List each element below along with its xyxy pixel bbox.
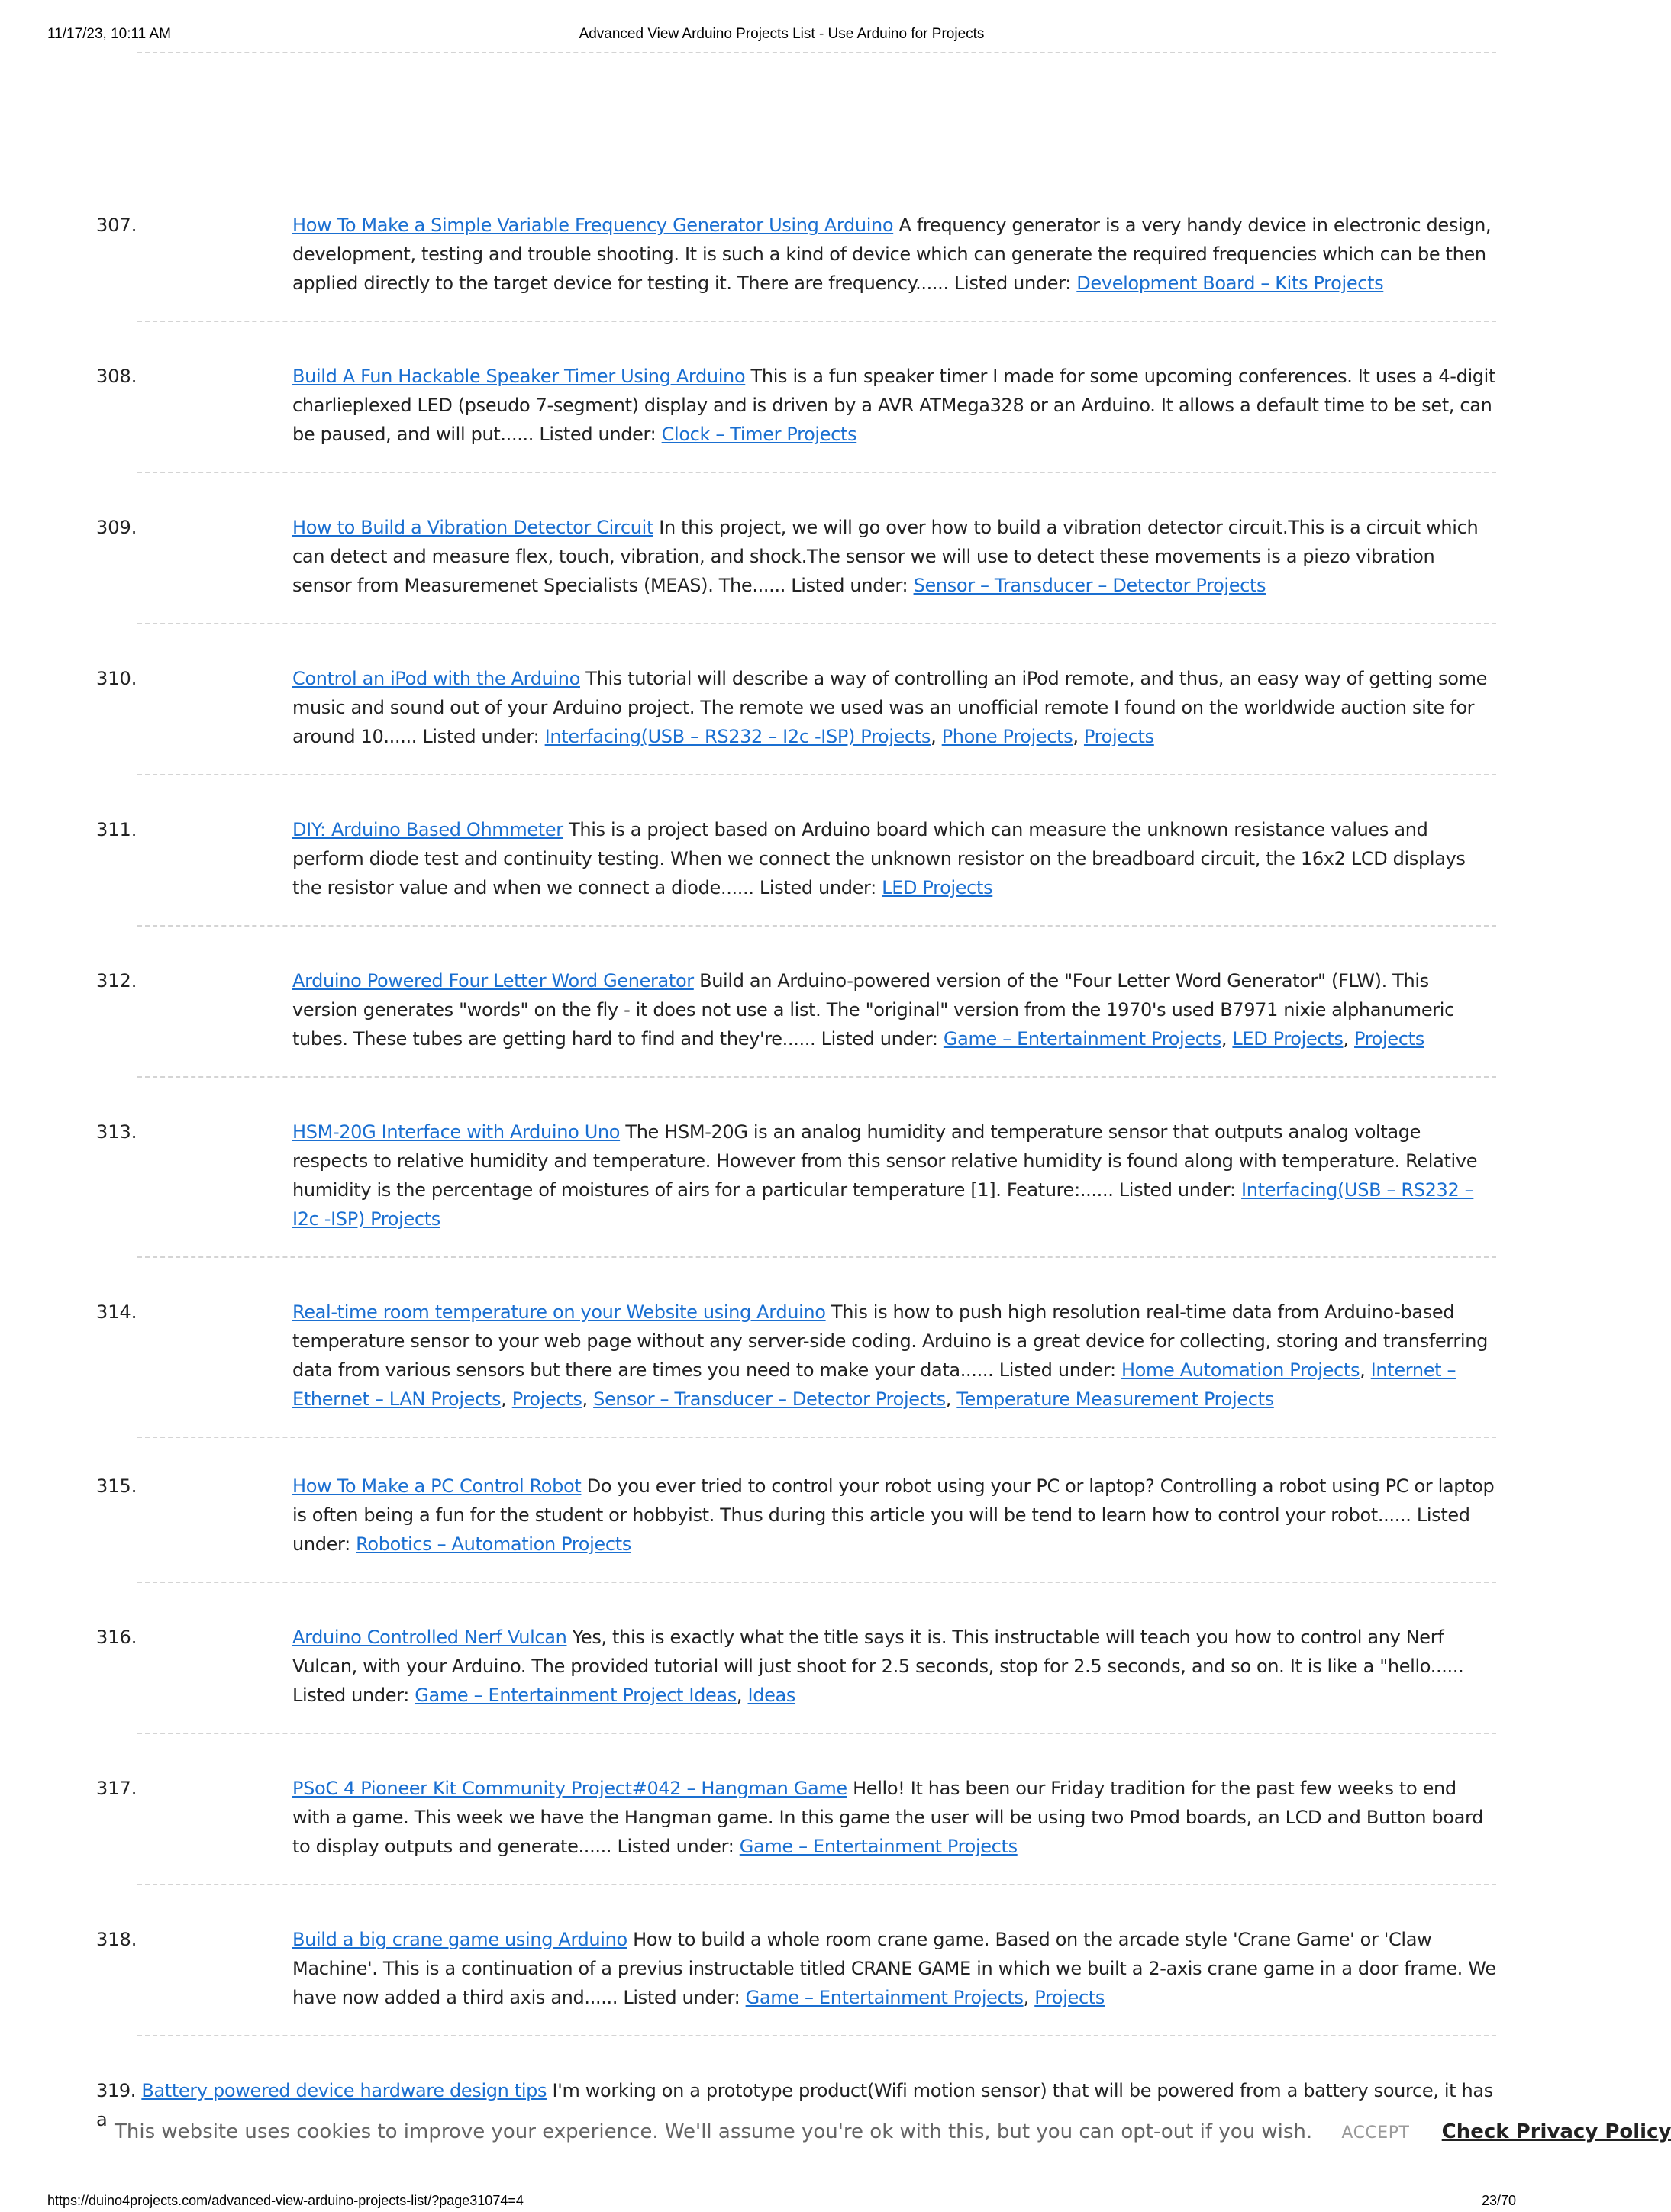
project-title-link[interactable]: How to Build a Vibration Detector Circuit [292, 517, 653, 538]
item-number: 309. [96, 517, 137, 538]
project-title-link[interactable]: How To Make a PC Control Robot [292, 1475, 582, 1497]
category-link[interactable]: Game – Entertainment Project Ideas [415, 1685, 737, 1706]
project-list [0, 194, 1563, 2157]
list-item [0, 1281, 1563, 1438]
project-description: A frequency generator is a very handy device in electronic design, development, testing and trouble shooting. It is such a kind of device which can generate the required frequencies which can be then applied directly to the target device for testing it. There are frequency...... Listed under: [292, 214, 1492, 294]
list-item [0, 798, 1563, 927]
print-page-title: Advanced View Arduino Projects List - Use Arduino for Projects [579, 26, 985, 42]
project-description: The HSM-20G is an analog humidity and temperature sensor that outputs analog voltage respects to relative humidity and temperature. However from this sensor relative humidity is found along with temperature. Relative humidity is the percentage of moistures of airs for a particular temperature [1]. Feature:...... Listed under: [292, 1121, 1478, 1201]
print-page-number: 23/70 [1481, 2193, 1516, 2208]
item-body: Arduino Powered Four Letter Word Generator Build an Arduino-powered version of the "Four Letter Word Generator" (FLW). This version generates "words" on the fly - it does not use a list. The "original" version from the 1970's used B7971 nixie alphanumeric tubes. These tubes are getting hard to find and they're...... Listed under: Game – Entertainment Projects, LED Projects, Projects [292, 970, 1454, 1050]
project-description: How to build a whole room crane game. Based on the arcade style 'Crane Game' or 'Claw Machine'. This is a continuation of a previus instructable titled CRANE GAME in which we built a 2-axis crane game in a door frame. We have now added a third axis and...... Listed under: [292, 1929, 1496, 2008]
category-link[interactable]: Sensor – Transducer – Detector Projects [593, 1388, 946, 1410]
item-number: 317. [96, 1778, 137, 1799]
list-item [0, 647, 1563, 775]
project-description: Yes, this is exactly what the title says it is. This instructable will teach you how to control any Nerf Vulcan, with your Arduino. The provided tutorial will just shoot for 2.5 seconds, stop for 2.5 seconds, and so on. It is like a "hello...... Listed under: [292, 1627, 1464, 1706]
project-title-link[interactable]: HSM-20G Interface with Arduino Uno [292, 1121, 621, 1143]
item-body [292, 513, 1496, 600]
entry-divider [137, 774, 1496, 775]
project-title-link[interactable]: PSoC 4 Pioneer Kit Community Project#042 – Hangman Game [292, 1778, 847, 1799]
item-body [292, 1117, 1496, 1233]
cookie-bar [115, 2120, 1671, 2143]
category-link[interactable]: Projects [1034, 1987, 1105, 2008]
item-number: 314. [96, 1301, 137, 1323]
top-divider [137, 52, 1496, 53]
project-title-link[interactable]: Control an iPod with the Arduino [292, 668, 580, 689]
entry-divider [137, 1076, 1496, 1078]
project-description: In this project, we will go over how to build a vibration detector circuit.This is a circuit which can detect and measure flex, touch, vibration, and shock.The sensor we will use to detect these movements is a piezo vibration sensor from Measuremenet Specialists (MEAS). The...... Listed under: [292, 517, 1479, 596]
entry-divider [137, 1256, 1496, 1258]
entry-divider [137, 472, 1496, 473]
category-link[interactable]: Game – Entertainment Projects [943, 1028, 1221, 1050]
entry-divider [137, 623, 1496, 624]
item-body [292, 211, 1496, 298]
project-title-link[interactable]: Real-time room temperature on your Website using Arduino [292, 1301, 826, 1323]
project-title-link[interactable]: Arduino Controlled Nerf Vulcan [292, 1627, 567, 1648]
category-link[interactable]: Interfacing(USB – RS232 – I2c -ISP) Projects [292, 1179, 1474, 1230]
category-link[interactable]: Projects [511, 1388, 582, 1410]
category-link[interactable]: Game – Entertainment Projects [739, 1836, 1018, 1857]
project-title-link[interactable]: Arduino Powered Four Letter Word Generator [292, 970, 694, 992]
item-number: 313. [96, 1121, 137, 1143]
list-item [0, 1757, 1563, 1885]
category-link[interactable]: Interfacing(USB – RS232 – I2c -ISP) Projects [544, 726, 931, 747]
category-link[interactable]: Sensor – Transducer – Detector Projects [913, 575, 1266, 596]
item-body [292, 1472, 1496, 1559]
project-description: Do you ever tried to control your robot using your PC or laptop? Controlling a robot using PC or laptop is often being a fun for the student or hobbyist. Thus during this article you will be tend to learn how to control your robot...... Listed under: [292, 1475, 1495, 1555]
item-body: Real-time room temperature on your Website using Arduino This is how to push high resolution real-time data from Arduino-based temperature sensor to your web page without any server-side coding. Arduino is a great device for collecting, storing and transferring data from various sensors but there are times you need to make your data...... Listed under: Home Automation Projects, Internet – Ethernet – LAN Projects, Projects, Sensor – Transducer – Detector Projects, Temperature Measurement Projects [292, 1301, 1488, 1410]
category-link[interactable]: Clock – Timer Projects [661, 424, 857, 445]
category-link[interactable]: Internet – Ethernet – LAN Projects [292, 1359, 1456, 1410]
privacy-policy-link[interactable]: Check Privacy Policy [1441, 2120, 1671, 2143]
project-description: This is a project based on Arduino board which can measure the unknown resistance values and perform diode test and continuity testing. When we connect the unknown resistor on the breadboard circuit, the 16x2 LCD displays the resistor value and when we connect a diode...... Listed under: [292, 819, 1466, 898]
category-link[interactable]: Game – Entertainment Projects [745, 1987, 1024, 2008]
list-item [0, 1101, 1563, 1258]
category-link[interactable]: LED Projects [882, 877, 993, 898]
entry-divider [137, 1437, 1496, 1438]
list-item [0, 1908, 1563, 2036]
entry-divider [137, 1884, 1496, 1885]
item-body [292, 1774, 1496, 1861]
project-description: This is a fun speaker timer I made for some upcoming conferences. It uses a 4-digit charlieplexed LED (pseudo 7-segment) display and is driven by a AVR ATMega328 or an Arduino. It allows a default time to be set, can be paused, and will put...... Listed under: [292, 366, 1496, 445]
category-link[interactable]: Ideas [747, 1685, 796, 1706]
category-link[interactable]: Temperature Measurement Projects [956, 1388, 1274, 1410]
print-header [47, 26, 1516, 47]
entry-divider [137, 1733, 1496, 1734]
category-link[interactable]: Phone Projects [941, 726, 1073, 747]
project-title-link[interactable]: DIY: Arduino Based Ohmmeter [292, 819, 563, 840]
project-description: Build an Arduino-powered version of the "Four Letter Word Generator" (FLW). This version generates "words" on the fly - it does not use a list. The "original" version from the 1970's used B7971 nixie alphanumeric tubes. These tubes are getting hard to find and they're...... Listed under: [292, 970, 1454, 1050]
category-link[interactable]: Home Automation Projects [1121, 1359, 1360, 1381]
item-number: 310. [96, 668, 137, 689]
entry-divider [137, 1582, 1496, 1583]
item-number: 318. [96, 1929, 137, 1950]
item-body: Build a big crane game using Arduino How to build a whole room crane game. Based on the arcade style 'Crane Game' or 'Claw Machine'. This is a continuation of a previus instructable titled CRANE GAME in which we built a 2-axis crane game in a door frame. We have now added a third axis and...... Listed under: Game – Entertainment Projects, Projects [292, 1929, 1496, 2008]
list-item [0, 1606, 1563, 1734]
category-link[interactable]: Projects [1083, 726, 1154, 747]
project-title-link[interactable]: Build a big crane game using Arduino [292, 1929, 627, 1950]
project-title-link[interactable]: Battery powered device hardware design tips [141, 2080, 547, 2101]
list-item [0, 194, 1563, 322]
project-description: This tutorial will describe a way of controlling an iPod remote, and thus, an easy way of getting some music and sound out of your Arduino project. The remote we used was an unofficial remote I found on the worldwide auction site for around 10...... Listed under: [292, 668, 1488, 747]
list-item [0, 950, 1563, 1078]
cookie-message: This website uses cookies to improve your experience. We'll assume you're ok with this, but you can opt-out if you wish. [115, 2120, 1313, 2143]
item-number: 319. [96, 2080, 137, 2101]
list-item [0, 496, 1563, 624]
project-description: This is how to push high resolution real-time data from Arduino-based temperature sensor to your web page without any server-side coding. Arduino is a great device for collecting, storing and transferring data from various sensors but there are times you need to make your data...... Listed under: [292, 1301, 1488, 1381]
project-title-link[interactable]: Build A Fun Hackable Speaker Timer Using Arduino [292, 366, 746, 387]
entry-divider [137, 925, 1496, 927]
category-link[interactable]: Development Board – Kits Projects [1076, 272, 1384, 294]
item-number: 308. [96, 366, 137, 387]
accept-button[interactable]: ACCEPT [1341, 2123, 1410, 2143]
project-description: Hello! It has been our Friday tradition for the past few weeks to end with a game. This week we have the Hangman game. In this game the user will be using two Pmod boards, an LCD and Button board to display outputs and generate...... Listed under: [292, 1778, 1483, 1857]
project-description: I'm working on a prototype product(Wifi motion sensor) that will be powered from a battery source, it has a [96, 2080, 1493, 2130]
item-body: Control an iPod with the Arduino This tutorial will describe a way of controlling an iPod remote, and thus, an easy way of getting some music and sound out of your Arduino project. The remote we used was an unofficial remote I found on the worldwide auction site for around 10...... Listed under: Interfacing(USB – RS232 – I2c -ISP) Projects, Phone Projects, Projects [292, 668, 1488, 747]
item-body: Arduino Controlled Nerf Vulcan Yes, this is exactly what the title says it is. This instructable will teach you how to control any Nerf Vulcan, with your Arduino. The provided tutorial will just shoot for 2.5 seconds, stop for 2.5 seconds, and so on. It is like a "hello...... Listed under: Game – Entertainment Project Ideas, Ideas [292, 1627, 1464, 1706]
list-item [0, 345, 1563, 473]
entry-divider [137, 321, 1496, 322]
print-url: https://duino4projects.com/advanced-view-arduino-projects-list/?page31074=4 [47, 2193, 524, 2208]
category-link[interactable]: LED Projects [1232, 1028, 1344, 1050]
item-body [292, 362, 1496, 449]
item-number: 315. [96, 1475, 137, 1497]
item-number: 311. [96, 819, 137, 840]
category-link[interactable]: Robotics – Automation Projects [356, 1533, 631, 1555]
item-number: 316. [96, 1627, 137, 1648]
category-link[interactable]: Projects [1354, 1028, 1424, 1050]
item-body [292, 815, 1496, 902]
project-title-link[interactable]: How To Make a Simple Variable Frequency Generator Using Arduino [292, 214, 894, 236]
list-item [0, 1455, 1563, 1583]
entry-divider [137, 2035, 1496, 2036]
print-date: 11/17/23, 10:11 AM [47, 26, 171, 42]
item-number: 312. [96, 970, 137, 992]
item-number: 307. [96, 214, 137, 236]
